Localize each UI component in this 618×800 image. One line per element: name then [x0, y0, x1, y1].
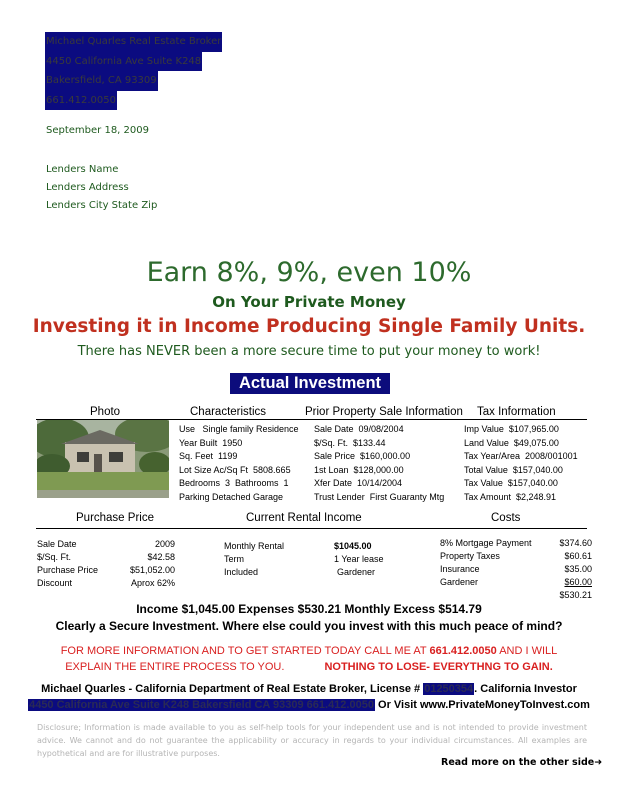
cta-phone: 661.412.0050: [429, 645, 497, 657]
sender-block: [45, 32, 222, 110]
headline-private-money: On Your Private Money: [212, 293, 406, 311]
cost-label: Property Taxes: [440, 551, 500, 561]
purchase-row: [37, 551, 175, 564]
contact-block: [0, 681, 618, 713]
characteristics-list: [179, 423, 299, 504]
letter-date: September 18, 2009: [46, 125, 149, 136]
sender-phone: 661.412.0050: [45, 91, 117, 111]
purchase-label: $/Sq. Ft.: [37, 552, 72, 562]
section-costs: Costs: [491, 512, 521, 524]
cta-nothing-to-lose: NOTHING TO LOSE- EVERYTHNG TO GAIN.: [324, 661, 553, 673]
cost-label: 8% Mortgage Payment: [440, 538, 532, 548]
rental-label: Monthly Rental: [224, 541, 285, 551]
contact-text: . California Investor: [474, 683, 577, 695]
cost-value: $35.00: [564, 564, 592, 574]
prior-sale-item: Sale Date 09/08/2004: [314, 424, 404, 434]
prior-sale-item: 1st Loan $128,000.00: [314, 464, 404, 475]
rental-labels: [224, 540, 284, 579]
col-tax: Tax Information: [477, 406, 556, 418]
purchase-label: Purchase Price: [37, 565, 99, 575]
tax-item: Tax Value $157,040.00: [464, 478, 558, 488]
purchase-label: Sale Date: [37, 539, 77, 549]
prior-sale-item: Trust Lender First Guaranty Mtg: [314, 491, 445, 502]
contact-line1: [0, 681, 618, 697]
prior-sale-list: [314, 423, 444, 504]
characteristic-item: Lot Size Ac/Sq Ft 5808.665: [179, 464, 291, 475]
cta-line2: [0, 659, 618, 675]
headline-income: Investing it in Income Producing Single Family Units.: [32, 316, 586, 337]
section-purchase: Purchase Price: [76, 512, 154, 524]
costs-table: [440, 537, 592, 602]
tax-item: Land Value $49,075.00: [464, 437, 559, 448]
headline-rates: Earn 8%, 9%, even 10%: [146, 257, 472, 288]
house-photo: [37, 420, 169, 498]
purchase-value: Aprox 62%: [130, 578, 175, 588]
rental-label: Term: [224, 554, 244, 564]
license-number: 01250354: [424, 683, 474, 695]
rental-value: Gardener: [337, 567, 376, 577]
costs-total: $530.21: [559, 590, 592, 600]
purchase-row: [37, 538, 175, 551]
summary-block: [0, 601, 618, 635]
recipient-address: Lenders Address: [46, 182, 129, 193]
contact-text: Michael Quarles - California Department of Real Estate Broker, License #: [41, 683, 424, 695]
cost-value: $60.00: [564, 577, 592, 587]
purchase-value: 2009: [154, 539, 175, 549]
rental-value: $1045.00: [334, 541, 372, 551]
disclaimer: Disclosure; Information is made available to you as self-help tools for your independent use and is not intended to provide investment advice. We cannot and do not guarantee the applicability or accuracy in regards to your individual circumstances. All examples are hypothetical and are for illustrative purposes.: [37, 723, 587, 758]
prior-sale-item: Sale Price $160,000.00: [314, 451, 411, 461]
purchase-label: Discount: [37, 578, 73, 588]
col-prior-sale: Prior Property Sale Information: [305, 406, 463, 418]
actual-investment-title: Actual Investment: [230, 373, 390, 394]
tax-info-list: [464, 423, 578, 504]
summary-secure: Clearly a Secure Investment. Where else could you invest with this much peace of mind?: [55, 619, 563, 633]
purchase-row: [37, 564, 175, 577]
cta-text: AND I WILL: [496, 645, 558, 657]
sender-address: 4450 California Ave Suite K248: [45, 52, 202, 72]
tax-item: Tax Amount $2,248.91: [464, 491, 557, 502]
sender-city: Bakersfield, CA 93309: [45, 71, 158, 91]
col-photo: Photo: [90, 406, 121, 418]
cost-row: [440, 550, 592, 563]
sender-name: Michael Quarles Real Estate Broker: [45, 32, 222, 52]
arrow-right-icon: ➜: [594, 757, 603, 768]
read-more-text: Read more on the other side: [441, 757, 595, 768]
cost-row: [440, 576, 592, 589]
cta-line1: [0, 643, 618, 659]
col-characteristics: Characteristics: [190, 406, 267, 418]
section-rule: [36, 528, 587, 529]
cost-value: $60.61: [564, 551, 592, 561]
rental-label: Included: [224, 567, 259, 577]
cost-label: Insurance: [440, 564, 480, 574]
contact-website: Or Visit www.PrivateMoneyToInvest.com: [374, 699, 590, 711]
headline-tagline: There has NEVER been a more secure time to put your money to work!: [77, 344, 541, 359]
cta-process: EXPLAIN THE ENTIRE PROCESS TO YOU.: [65, 661, 285, 673]
cost-label: Gardener: [440, 577, 479, 587]
tax-item: Tax Year/Area 2008/001001: [464, 451, 578, 461]
cost-value: $374.60: [559, 538, 592, 548]
purchase-table: [37, 538, 175, 590]
contact-line2: [0, 697, 618, 713]
summary-income: Income $1,045.00 Expenses $530.21 Monthly Excess $514.79: [136, 602, 482, 616]
characteristic-item: Year Built 1950: [179, 437, 243, 448]
purchase-row: [37, 577, 175, 590]
read-more: [441, 757, 602, 768]
tax-item: Total Value $157,040.00: [464, 464, 563, 475]
tax-item: Imp Value $107,965.00: [464, 424, 559, 434]
rental-values: [334, 540, 384, 579]
purchase-value: $42.58: [147, 552, 175, 562]
cost-row: [440, 563, 592, 576]
characteristic-item: Sq. Feet 1199: [179, 451, 238, 461]
characteristic-item: Parking Detached Garage: [179, 491, 284, 502]
recipient-name: Lenders Name: [46, 164, 119, 175]
cost-row: [440, 537, 592, 550]
recipient-city: Lenders City State Zip: [46, 200, 158, 211]
purchase-value: $51,052.00: [129, 565, 175, 575]
call-to-action: [0, 643, 618, 675]
characteristic-item: Use Single family Residence: [179, 424, 299, 434]
prior-sale-item: $/Sq. Ft. $133.44: [314, 437, 386, 448]
characteristic-item: Bedrooms 3 Bathrooms 1: [179, 478, 289, 488]
contact-address: 4450 California Ave Suite K248 Bakersfield CA 93309 661.412.0050: [29, 699, 374, 711]
cta-text: FOR MORE INFORMATION AND TO GET STARTED TODAY CALL ME AT: [60, 645, 430, 657]
section-rental: Current Rental Income: [246, 512, 362, 524]
rental-value: 1 Year lease: [334, 554, 384, 564]
prior-sale-item: Xfer Date 10/14/2004: [314, 478, 403, 488]
